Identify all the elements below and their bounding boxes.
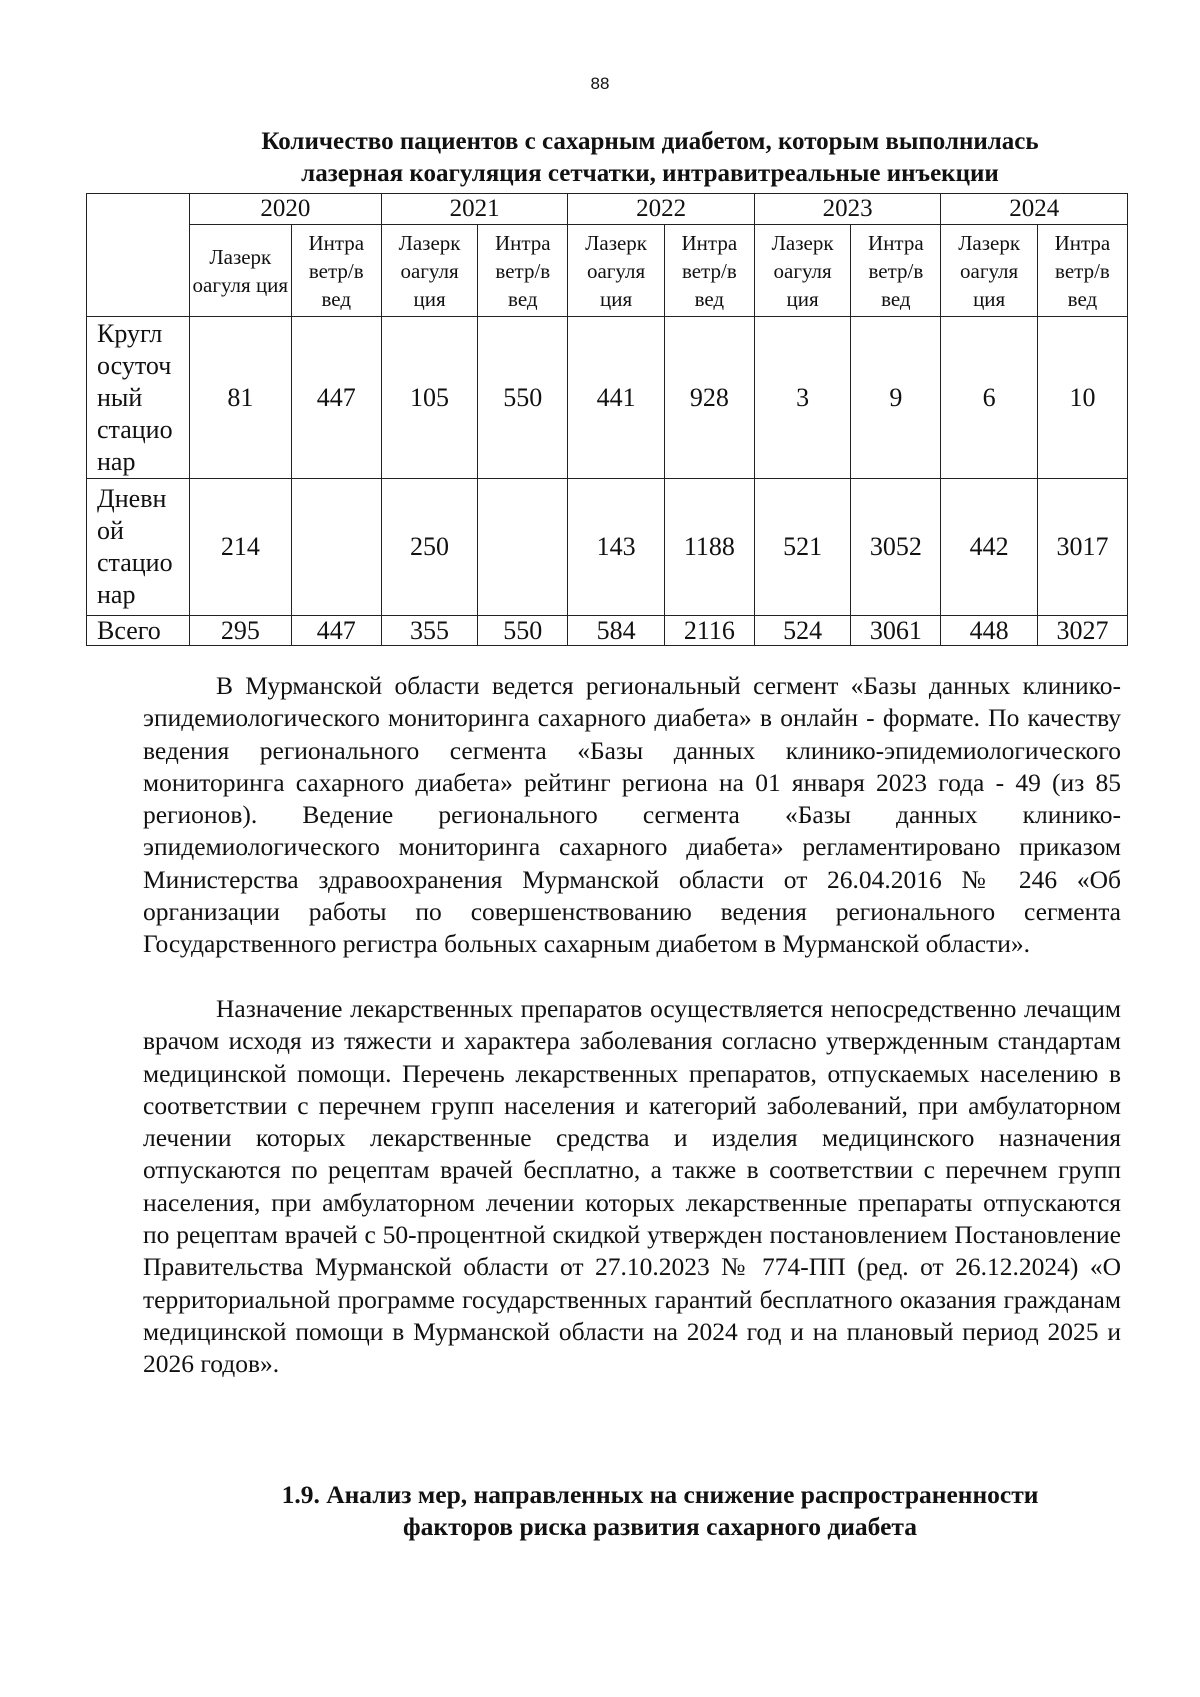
row-label: Всего: [87, 616, 190, 646]
table-row: [87, 317, 1128, 479]
year-header: 2020: [189, 194, 381, 225]
table-title-line1: Количество пациентов с сахарным диабетом, которым выполнилась: [261, 128, 1039, 155]
table-cell: 442: [941, 479, 1037, 616]
table-cell: 447: [291, 317, 381, 479]
table-title: [200, 126, 1100, 190]
table-cell: 214: [189, 479, 291, 616]
table-cell: 355: [381, 616, 477, 646]
table-cell: 1188: [664, 479, 754, 616]
laser-header: Лазерк оагуля ция: [568, 225, 664, 317]
year-header: 2021: [381, 194, 568, 225]
laser-header: Лазерк оагуля ция: [189, 225, 291, 317]
table-cell: 105: [381, 317, 477, 479]
laser-header: Лазерк оагуля ция: [754, 225, 850, 317]
table-year-header-row: [87, 194, 1128, 225]
table-cell: 81: [189, 317, 291, 479]
year-header: 2023: [754, 194, 941, 225]
table-cell: 2116: [664, 616, 754, 646]
page-number: 88: [590, 74, 610, 93]
year-header: 2022: [568, 194, 755, 225]
section-heading-line2: факторов риска развития сахарного диабета: [402, 1512, 918, 1541]
table-cell: 3017: [1037, 479, 1127, 616]
table-cell: 524: [754, 616, 850, 646]
table-cell: 441: [568, 317, 664, 479]
table-cell: 928: [664, 317, 754, 479]
table-cell: 550: [478, 616, 568, 646]
diabetes-procedures-table: [86, 193, 1128, 646]
table-cell: 3052: [851, 479, 941, 616]
table-row-total: [87, 616, 1128, 646]
intravitreal-header: Интра ветр/в вед: [291, 225, 381, 317]
body-paragraph: В Мурманской области ведется региональный сегмент «Базы данных клинико-эпидемиологического мониторинга сахарного диабета» в онлайн - формате. По качеству ведения регионального сегмента «Базы данных клинико-эпидемиологического мониторинга сахарного диабета» рейтинг региона на 01 января 2023 года - 49 (из 85 регионов). Ведение регионального сегмента «Базы данных клинико-эпидемиологического мониторинга сахарного диабета» регламентировано приказом Министерства здравоохранения Мурманской области от 26.04.2016 № 246 «Об организации работы по совершенствованию ведения регионального сегмента Государственного регистра больных сахарным диабетом в Мурманской области».: [143, 671, 1121, 959]
table-cell: 250: [381, 479, 477, 616]
table-cell: 3: [754, 317, 850, 479]
row-label: Кругл осуточ ный стацио нар: [87, 317, 190, 479]
table-cell: [291, 479, 381, 616]
table-cell: 550: [478, 317, 568, 479]
row-label: Дневн ой стацио нар: [87, 479, 190, 616]
section-heading: [200, 1479, 1120, 1543]
table-cell: 143: [568, 479, 664, 616]
table-cell: 3061: [851, 616, 941, 646]
table-cell: 448: [941, 616, 1037, 646]
intravitreal-header: Интра ветр/в вед: [664, 225, 754, 317]
table-subheader-row: [87, 225, 1128, 317]
body-paragraph: Назначение лекарственных препаратов осуществляется непосредственно лечащим врачом исходя из тяжести и характера заболевания согласно утвержденным стандартам медицинской помощи. Перечень лекарственных препаратов, отпускаемых населению в соответствии с перечнем групп населения и категорий заболеваний, при амбулаторном лечении которых лекарственные средства и изделия медицинского назначения отпускаются по рецептам врачей бесплатно, а также в соответствии с перечнем групп населения, при амбулаторном лечении которых лекарственные препараты отпускаются по рецептам врачей с 50-процентной скидкой утвержден постановлением Постановление Правительства Мурманской области от 27.10.2023 № 774-ПП (ред. от 26.12.2024) «О территориальной программе государственных гарантий бесплатного оказания гражданам медицинской помощи в Мурманской области на 2024 год и на плановый период 2025 и 2026 годов».: [143, 994, 1121, 1379]
table-row: [87, 479, 1128, 616]
table-corner-cell: [87, 194, 190, 317]
intravitreal-header: Интра ветр/в вед: [478, 225, 568, 317]
intravitreal-header: Интра ветр/в вед: [1037, 225, 1127, 317]
table-cell: 447: [291, 616, 381, 646]
table-cell: 10: [1037, 317, 1127, 479]
table-cell: 9: [851, 317, 941, 479]
section-heading-line1: 1.9. Анализ мер, направленных на снижение распространенности: [281, 1480, 1039, 1509]
table-cell: [478, 479, 568, 616]
year-header: 2024: [941, 194, 1128, 225]
table-cell: 584: [568, 616, 664, 646]
table-title-line2: лазерная коагуляция сетчатки, интравитреальные инъекции: [301, 160, 999, 187]
laser-header: Лазерк оагуля ция: [941, 225, 1037, 317]
table-cell: 521: [754, 479, 850, 616]
table-cell: 295: [189, 616, 291, 646]
intravitreal-header: Интра ветр/в вед: [851, 225, 941, 317]
laser-header: Лазерк оагуля ция: [381, 225, 477, 317]
table-cell: 6: [941, 317, 1037, 479]
table-cell: 3027: [1037, 616, 1127, 646]
